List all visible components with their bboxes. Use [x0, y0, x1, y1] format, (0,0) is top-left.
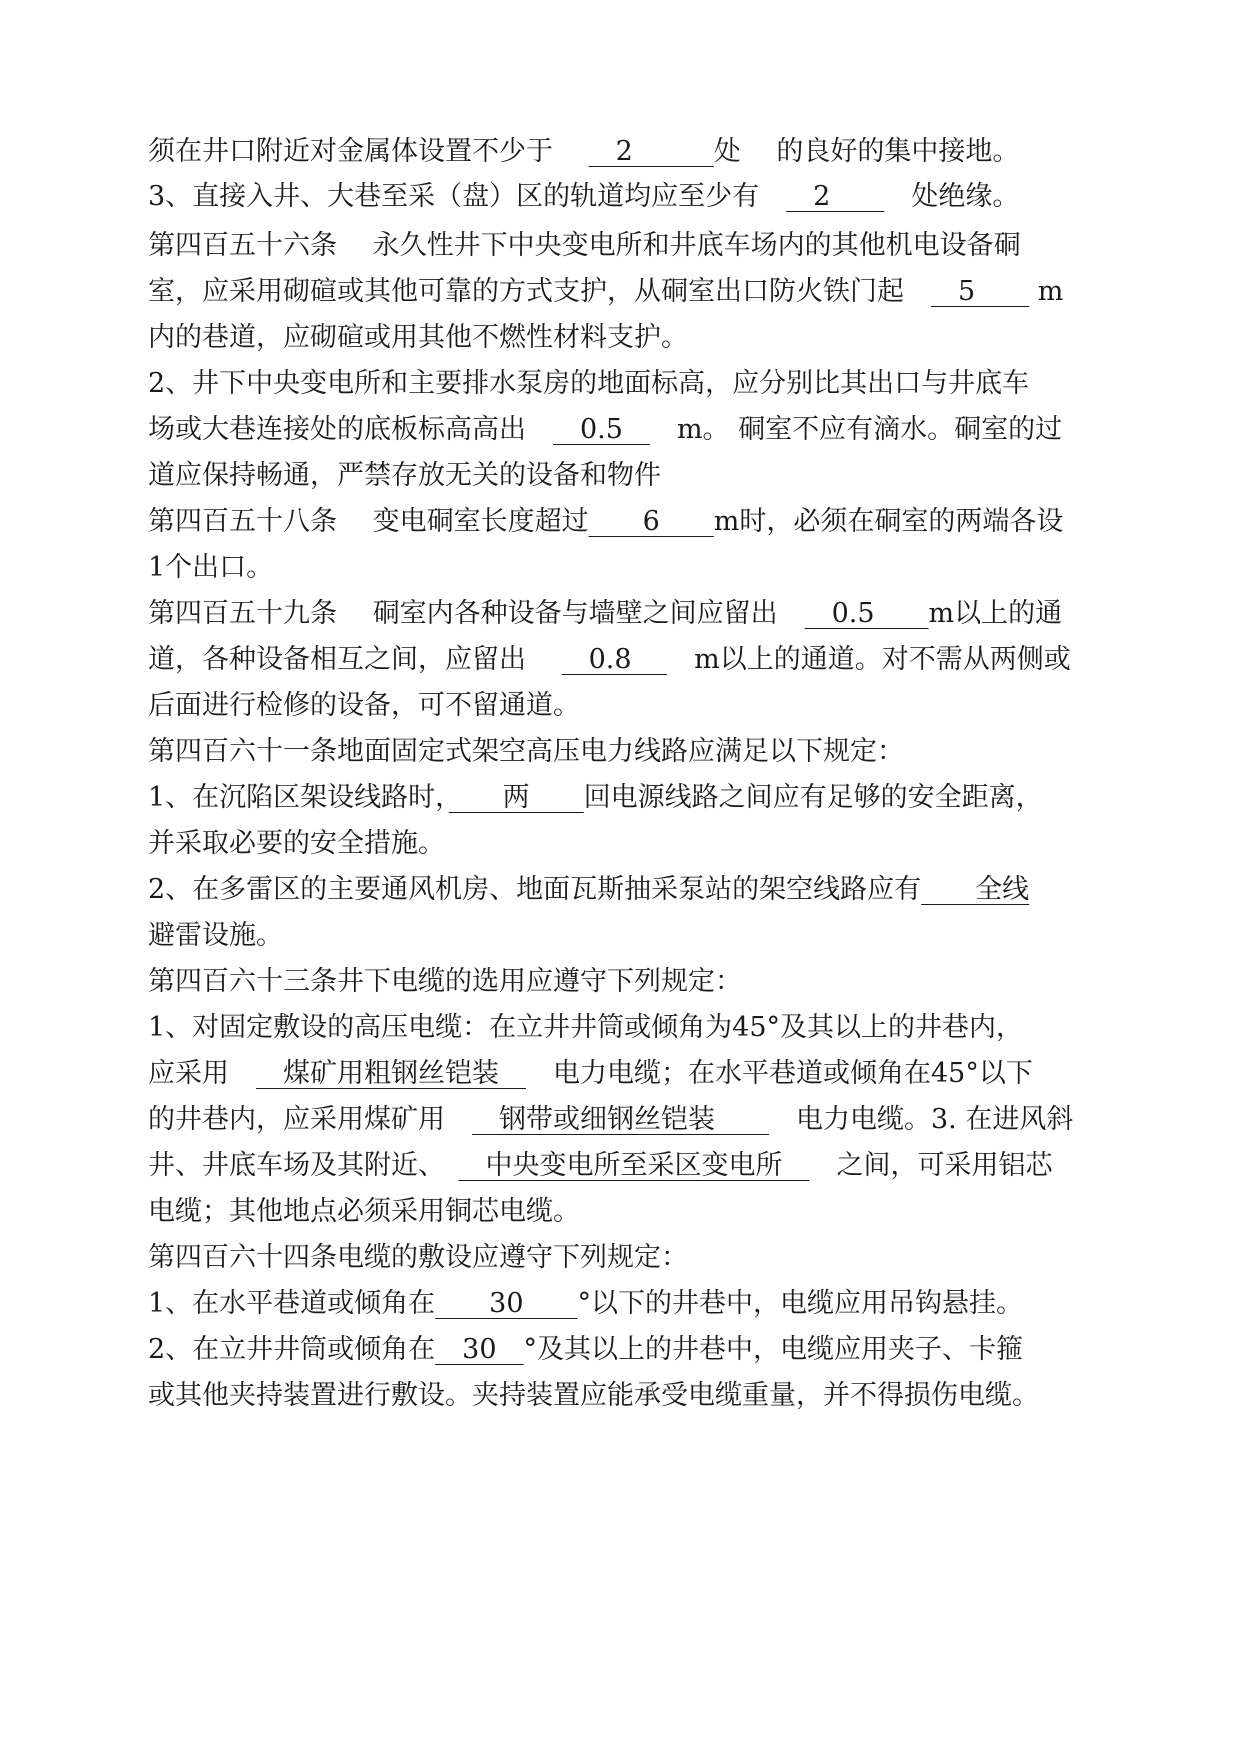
text-line-8 — [148, 456, 661, 496]
fill-blank: 0.8 — [561, 644, 668, 675]
line-text: 应采用 — [148, 1058, 256, 1089]
text-line-9 — [148, 502, 1063, 542]
line-text: 1个出口。 — [148, 552, 274, 583]
text-line-15 — [148, 778, 1043, 818]
text-line-19 — [148, 962, 742, 1002]
text-line-27 — [148, 1330, 1023, 1370]
text-line-24 — [148, 1192, 580, 1232]
line-text: 电力电缆；在水平巷道或倾角在45°以下 — [526, 1058, 1033, 1089]
fill-blank: 2 — [786, 181, 885, 212]
text-line-13 — [148, 686, 580, 726]
text-line-10 — [148, 548, 273, 588]
line-text: 电缆；其他地点必须采用铜芯电缆。 — [148, 1196, 580, 1227]
text-line-26 — [148, 1284, 1023, 1324]
line-text: 第四百六十一条地面固定式架空高压电力线路应满足以下规定： — [148, 736, 904, 767]
line-text: 处绝缘。 — [884, 181, 1020, 212]
text-line-28 — [148, 1376, 1039, 1416]
fill-blank: 30 — [435, 1334, 524, 1365]
line-text: m时，必须在硐室的两端各设 — [713, 506, 1064, 537]
fill-blank: 2 — [588, 136, 714, 167]
text-line-12 — [148, 640, 1071, 680]
text-line-3 — [148, 226, 1021, 266]
fill-blank: 6 — [588, 506, 714, 537]
line-text: 1、在沉陷区架设线路时， — [148, 782, 449, 813]
line-text: m — [1029, 276, 1064, 307]
text-line-4 — [148, 272, 1063, 312]
line-text: 内的巷道，应砌碹或用其他不燃性材料支护。 — [148, 322, 688, 353]
line-text: 第四百六十四条电缆的敷设应遵守下列规定： — [148, 1242, 688, 1273]
text-line-25 — [148, 1238, 688, 1278]
text-line-17 — [148, 870, 1029, 910]
fill-blank: 0.5 — [804, 598, 929, 629]
text-line-21 — [148, 1054, 1033, 1094]
text-line-1 — [148, 132, 1019, 172]
text-line-2 — [148, 177, 1019, 217]
text-line-23 — [148, 1146, 1053, 1186]
fill-blank: 煤矿用粗钢丝铠装 — [256, 1058, 526, 1089]
text-line-16 — [148, 824, 445, 864]
line-text: 2、井下中央变电所和主要排水泵房的地面标高，应分别比其出口与井底车 — [148, 368, 1030, 399]
line-text: m以上的通 — [928, 598, 1063, 629]
line-text: 室，应采用砌碹或其他可靠的方式支护，从硐室出口防火铁门起 — [148, 276, 931, 307]
line-text: 须在井口附近对金属体设置不少于 — [148, 136, 589, 167]
line-text: 道，各种设备相互之间，应留出 — [148, 644, 562, 675]
fill-blank: 5 — [931, 276, 1030, 307]
fill-blank: 两 — [448, 782, 584, 813]
line-text: 之间，可采用铝芯 — [809, 1150, 1053, 1181]
text-line-14 — [148, 732, 904, 772]
line-text: 第四百五十九条 硐室内各种设备与墙壁之间应留出 — [148, 598, 805, 629]
fill-blank: 钢带或细钢丝铠装 — [472, 1104, 769, 1135]
line-text: 的井巷内，应采用煤矿用 — [148, 1104, 472, 1135]
line-text: 1、对固定敷设的高压电缆：在立井井筒或倾角为45°及其以上的井巷内， — [148, 1012, 1024, 1043]
line-text: m以上的通道。对不需从两侧或 — [667, 644, 1071, 675]
text-line-7 — [148, 410, 1062, 450]
line-text: 3、直接入井、大巷至采（盘）区的轨道均应至少有 — [148, 181, 787, 212]
text-line-18 — [148, 916, 283, 956]
text-line-20 — [148, 1008, 1023, 1048]
line-text: 处 的良好的集中接地。 — [713, 136, 1020, 167]
line-text: °以下的井巷中，电缆应用吊钩悬挂。 — [577, 1288, 1024, 1319]
line-text: 第四百五十六条 永久性井下中央变电所和井底车场内的其他机电设备硐 — [148, 230, 1021, 261]
line-text: 回电源线路之间应有足够的安全距离， — [583, 782, 1043, 813]
line-text: 后面进行检修的设备，可不留通道。 — [148, 690, 580, 721]
line-text: 道应保持畅通，严禁存放无关的设备和物件 — [148, 460, 661, 491]
line-text: 或其他夹持装置进行敷设。夹持装置应能承受电缆重量，并不得损伤电缆。 — [148, 1380, 1039, 1411]
line-text: 井、井底车场及其附近、 — [148, 1150, 459, 1181]
text-line-6 — [148, 364, 1029, 404]
line-text: 第四百六十三条井下电缆的选用应遵守下列规定： — [148, 966, 742, 997]
text-line-5 — [148, 318, 688, 358]
fill-blank: 中央变电所至采区变电所 — [458, 1150, 810, 1181]
line-text: °及其以上的井巷中，电缆应用夹子、卡箍 — [523, 1334, 1024, 1365]
fill-blank: 30 — [435, 1288, 578, 1319]
line-text: 场或大巷连接处的底板标高高出 — [148, 414, 553, 445]
line-text: 1、在水平巷道或倾角在 — [148, 1288, 436, 1319]
fill-blank: 0.5 — [553, 414, 650, 445]
text-line-22 — [148, 1100, 1073, 1140]
line-text: 2、在多雷区的主要通风机房、地面瓦斯抽采泵站的架空线路应有 — [148, 874, 922, 905]
line-text: 2、在立井井筒或倾角在 — [148, 1334, 436, 1365]
line-text: m。 硐室不应有滴水。硐室的过 — [649, 414, 1063, 445]
line-text: 避雷设施。 — [148, 920, 283, 951]
text-line-11 — [148, 594, 1062, 634]
line-text: 电力电缆。3. 在进风斜 — [769, 1104, 1074, 1135]
line-text: 并采取必要的安全措施。 — [148, 828, 445, 859]
fill-blank: 全线 — [921, 874, 1030, 905]
line-text: 第四百五十八条 变电硐室长度超过 — [148, 506, 589, 537]
